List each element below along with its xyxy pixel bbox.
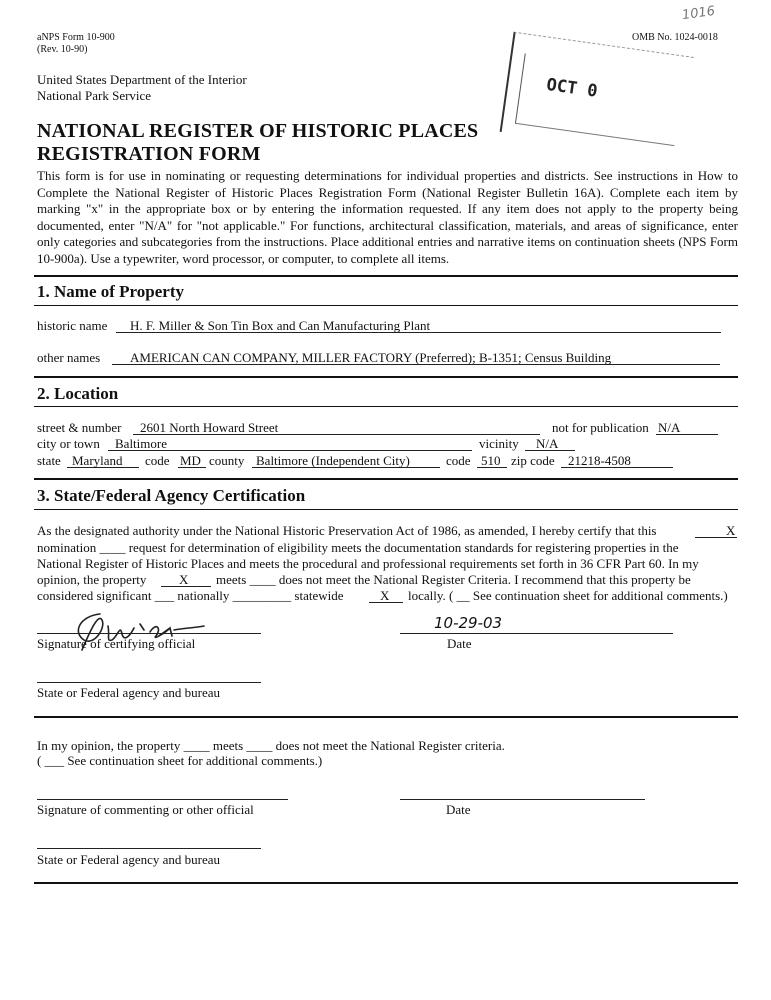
county-code-value[interactable]: 510	[481, 453, 501, 468]
certification-line-5a: considered significant ___ nationally _________ statewide	[37, 588, 344, 603]
opinion-line-2: ( ___ See continuation sheet for additional comments.)	[37, 753, 323, 768]
historic-name-label: historic name	[37, 318, 108, 333]
signature-label: Signature of certifying official	[37, 636, 196, 651]
certification-line-4b: meets ____ does not meet the National Register Criteria. I recommend that this property be	[216, 572, 691, 587]
instructions-paragraph: This form is for use in nominating or requesting determinations for individual properties and districts. See instructions in How to Complete the National Register of Historic Places Registration Form (National Register Bulletin 16A). Complete each item by marking "x" in the appropriate box or by entering the information requested. If any item does not apply to the property being documented, enter "N/A" for "not applicable." For functions, architectural classification, materials, and areas of significance, enter only categories and subcategories from the instructions. Place additional entries and narrative items on continuation sheets (NPS Form 10-900a). Use a typewriter, word processor, or computer, to complete all items.	[37, 168, 738, 266]
divider	[34, 509, 738, 510]
divider	[34, 305, 738, 306]
date-line	[400, 633, 673, 634]
vicinity-label: vicinity	[479, 436, 519, 451]
divider	[34, 376, 738, 378]
received-stamp	[498, 32, 697, 169]
agency-label: State or Federal agency and bureau	[37, 685, 221, 700]
city-label: city or town	[37, 436, 100, 451]
other-names-value[interactable]: AMERICAN CAN COMPANY, MILLER FACTORY (Preferred); B-1351; Census Building	[130, 350, 612, 365]
section-1-heading: 1. Name of Property	[37, 282, 184, 301]
state-value[interactable]: Maryland	[72, 453, 123, 468]
section-2-heading: 2. Location	[37, 384, 119, 403]
certification-line-2: nomination ____ request for determination of eligibility meets the documentation standards for registering properties in the	[37, 540, 679, 555]
certification-line-5b: locally. ( __ See continuation sheet for additional comments.)	[408, 588, 728, 603]
nomination-mark[interactable]: X	[726, 523, 736, 538]
agency-line	[37, 682, 261, 683]
divider	[34, 406, 738, 407]
other-names-label: other names	[37, 350, 101, 365]
comment-agency-line	[37, 848, 261, 849]
certification-line-4a: opinion, the property	[37, 572, 147, 587]
comment-agency-label: State or Federal agency and bureau	[37, 852, 221, 867]
not-for-publication-label: not for publication	[552, 420, 649, 435]
opinion-line-1: In my opinion, the property ____ meets ____ does not meet the National Register criteria.	[37, 738, 505, 753]
state-code-label: code	[145, 453, 170, 468]
certification-line-3: National Register of Historic Places and meets the procedural and professional requirements set forth in 36 CFR Part 60. In my	[37, 556, 699, 571]
divider	[34, 275, 738, 277]
vicinity-value[interactable]: N/A	[536, 436, 559, 451]
meets-mark[interactable]: X	[179, 572, 189, 587]
certification-date[interactable]: 10-29-03	[434, 614, 503, 632]
county-code-label: code	[446, 453, 471, 468]
comment-date-label: Date	[446, 802, 471, 817]
county-value[interactable]: Baltimore (Independent City)	[256, 453, 410, 468]
date-label: Date	[447, 636, 472, 651]
state-code-value[interactable]: MD	[180, 453, 201, 468]
service: National Park Service	[37, 88, 152, 103]
form-title-line2: REGISTRATION FORM	[37, 143, 261, 165]
section-3-heading: 3. State/Federal Agency Certification	[37, 486, 306, 505]
historic-name-value[interactable]: H. F. Miller & Son Tin Box and Can Manufacturing Plant	[130, 318, 431, 333]
divider	[34, 716, 738, 718]
state-label: state	[37, 453, 61, 468]
street-label: street & number	[37, 420, 122, 435]
comment-signature-label: Signature of commenting or other official	[37, 802, 254, 817]
county-label: county	[209, 453, 245, 468]
city-value[interactable]: Baltimore	[115, 436, 167, 451]
comment-signature-line	[37, 799, 288, 800]
stamp-date: OCT 0	[545, 74, 599, 102]
street-value[interactable]: 2601 North Howard Street	[140, 420, 279, 435]
comment-date-line	[400, 799, 645, 800]
form-revision: (Rev. 10-90)	[37, 44, 88, 55]
signature-line	[37, 633, 261, 634]
zip-value[interactable]: 21218-4508	[568, 453, 631, 468]
form-id: aNPS Form 10-900	[37, 32, 115, 43]
corner-note: 1016	[681, 3, 716, 24]
divider	[34, 478, 738, 480]
department: United States Department of the Interior	[37, 72, 247, 87]
not-for-publication-value[interactable]: N/A	[658, 420, 681, 435]
omb-number: OMB No. 1024-0018	[632, 32, 718, 43]
form-title-line1: NATIONAL REGISTER OF HISTORIC PLACES	[37, 120, 479, 142]
locally-mark[interactable]: X	[380, 588, 390, 603]
zip-label: zip code	[511, 453, 555, 468]
certification-line-1: As the designated authority under the National Historic Preservation Act of 1986, as amended, I hereby certify that this	[37, 523, 657, 538]
divider	[34, 882, 738, 884]
